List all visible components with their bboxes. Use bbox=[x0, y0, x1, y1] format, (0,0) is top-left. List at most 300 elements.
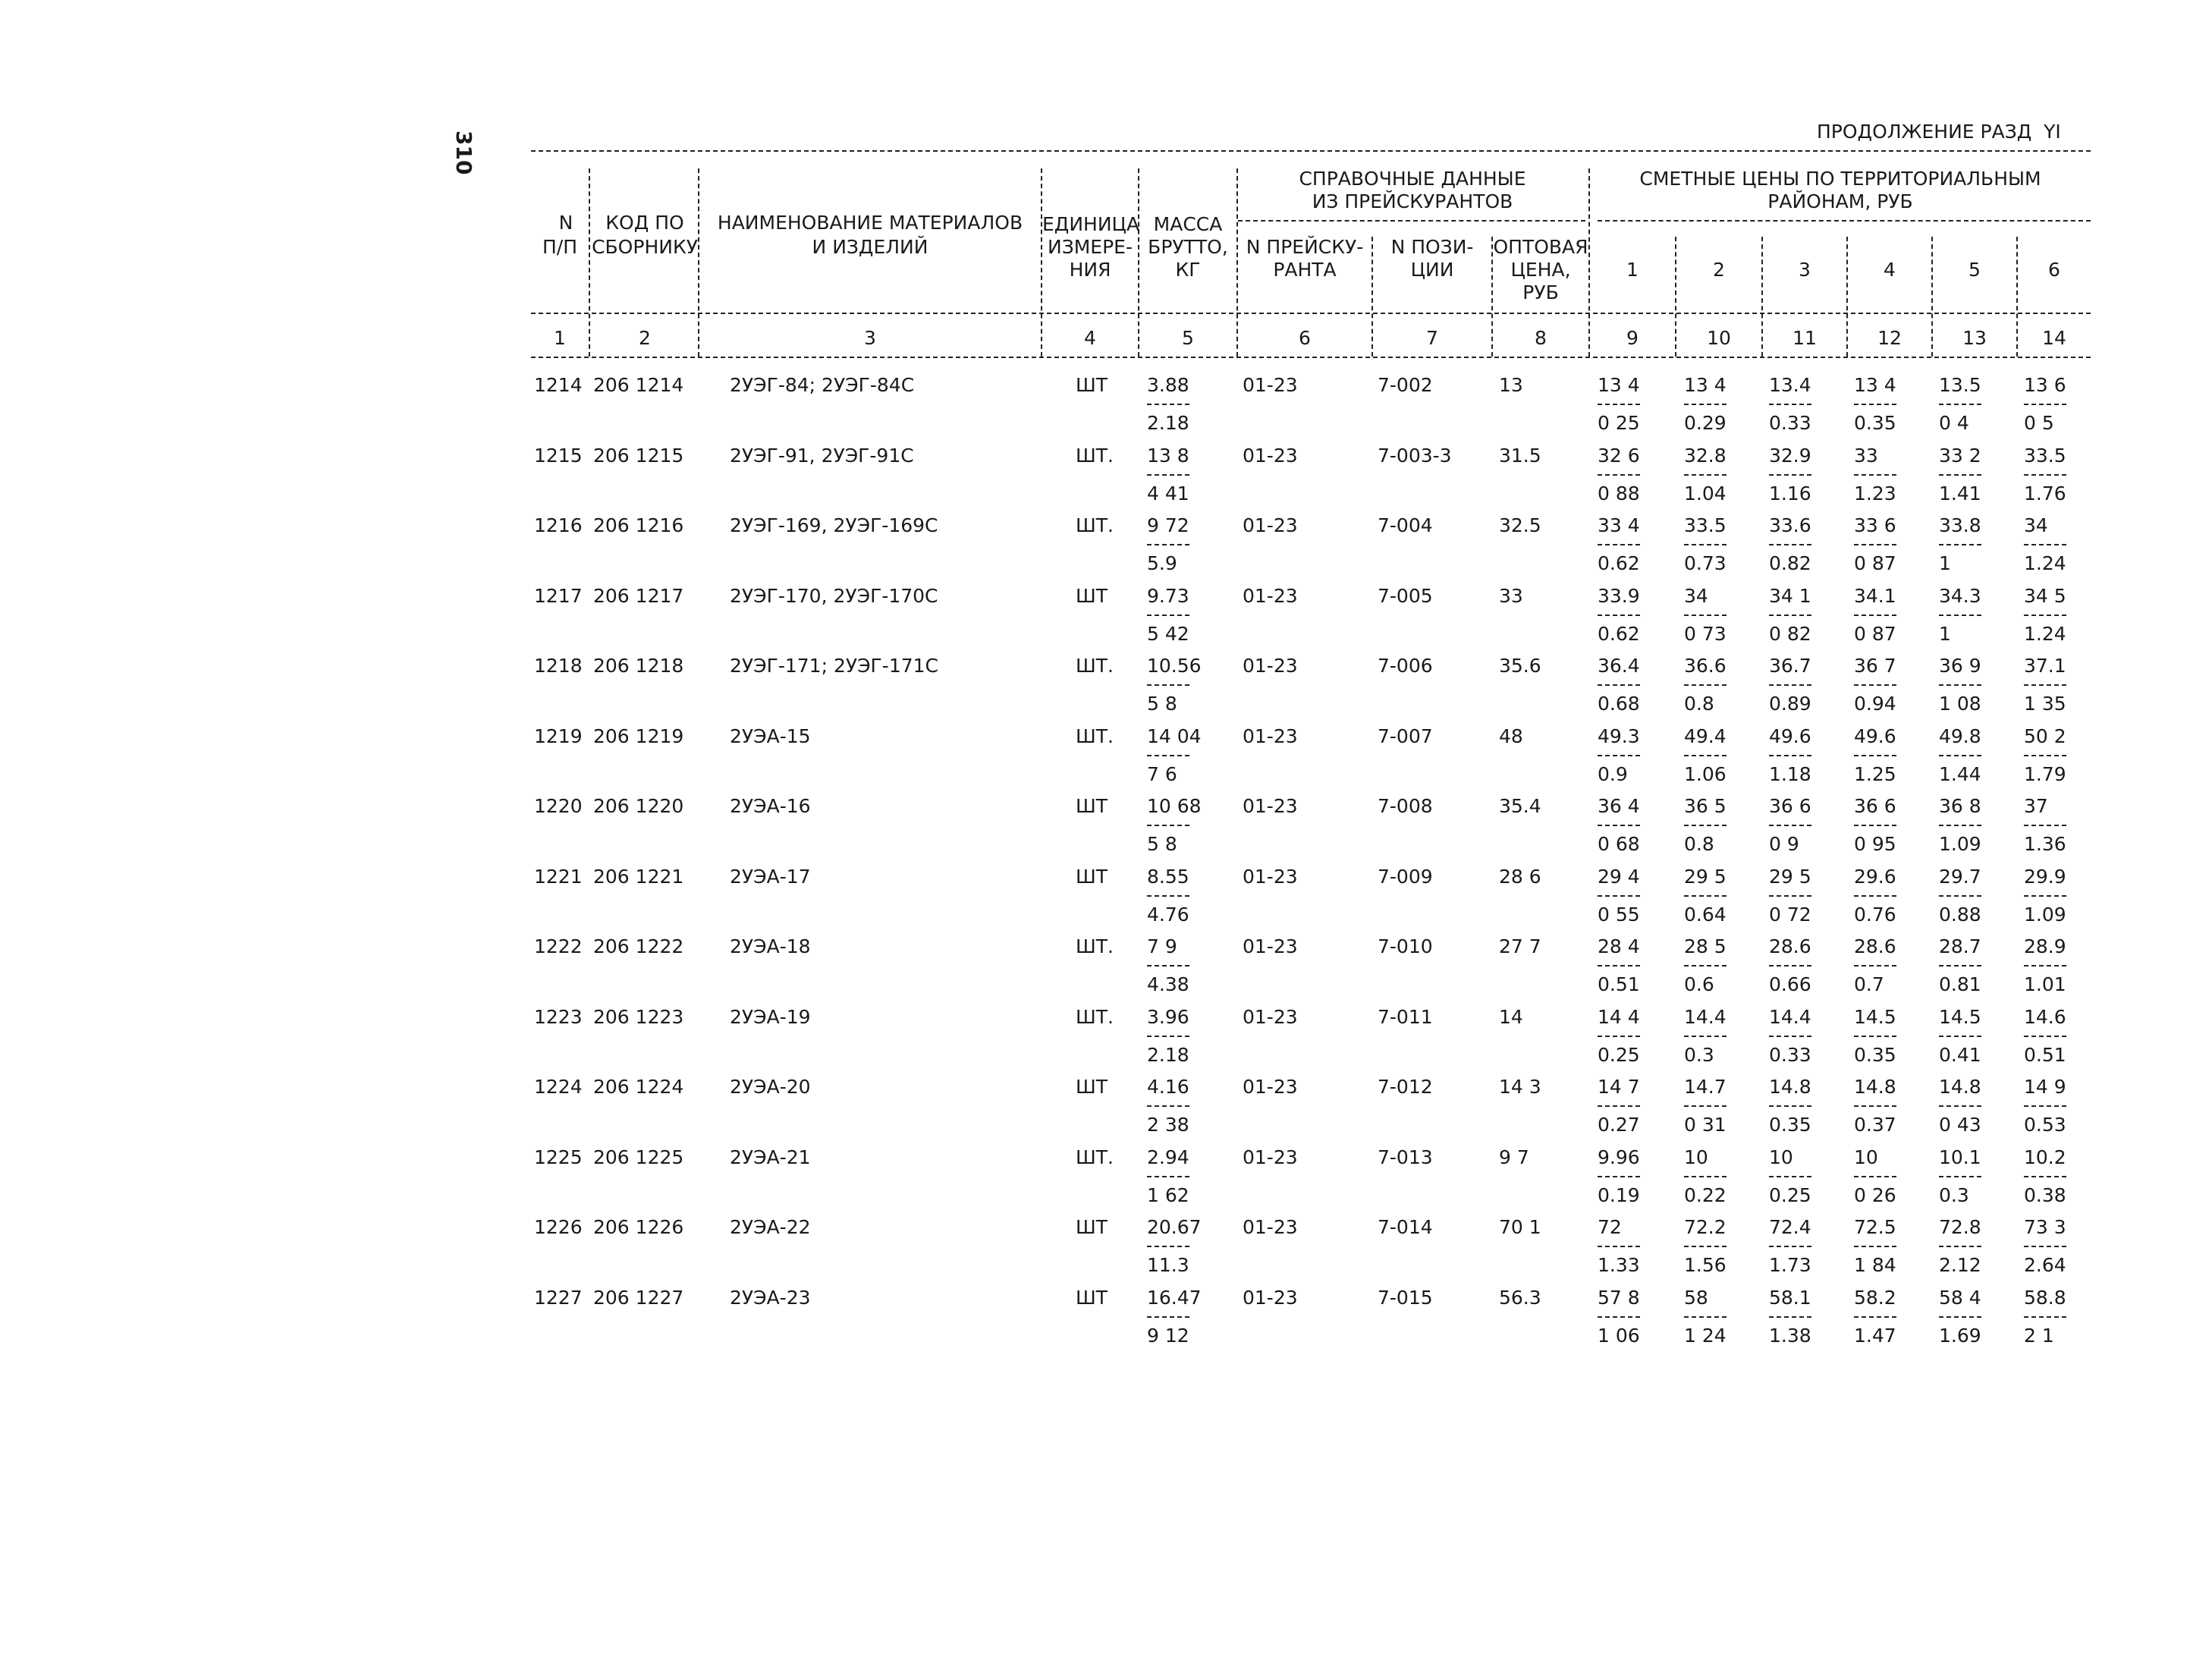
fraction-bar bbox=[1147, 684, 1189, 686]
row-region-4-bottom: 1.25 bbox=[1854, 763, 1896, 785]
col-num-6: 6 bbox=[1299, 327, 1311, 349]
fraction-bar bbox=[1854, 1036, 1896, 1037]
header-unit-1: ЕДИНИЦА bbox=[1042, 213, 1140, 235]
row-region-4-top: 33 6 bbox=[1854, 514, 1896, 536]
row-mass-bottom: 2 38 bbox=[1147, 1114, 1189, 1136]
row-region-1-top: 32 6 bbox=[1598, 445, 1640, 467]
row-pricelist: 01-23 bbox=[1243, 1216, 1298, 1238]
row-region-3-bottom: 0 82 bbox=[1769, 623, 1811, 645]
row-region-6-bottom: 1.09 bbox=[2024, 904, 2066, 926]
header-region-3: 3 bbox=[1799, 259, 1811, 281]
row-region-3-bottom: 0.35 bbox=[1769, 1114, 1811, 1136]
row-position: 7-015 bbox=[1378, 1287, 1433, 1309]
fraction-bar bbox=[1598, 755, 1640, 756]
fraction-bar bbox=[1147, 825, 1189, 826]
row-region-1-top: 9.96 bbox=[1598, 1146, 1640, 1168]
header-wholesale-2: ЦЕНА, bbox=[1510, 259, 1571, 281]
row-region-5-top: 36 9 bbox=[1939, 655, 1981, 677]
header-unit-3: НИЯ bbox=[1069, 259, 1111, 281]
fraction-bar bbox=[2024, 684, 2066, 686]
row-mass-top: 7 9 bbox=[1147, 935, 1177, 957]
row-region-3-top: 72.4 bbox=[1769, 1216, 1811, 1238]
row-name: 2УЭА-19 bbox=[730, 1006, 811, 1028]
fraction-bar bbox=[1147, 1316, 1189, 1318]
row-wholesale: 70 1 bbox=[1499, 1216, 1541, 1238]
row-region-5-bottom: 1.41 bbox=[1939, 482, 1981, 504]
row-number: 1222 bbox=[534, 935, 583, 957]
row-region-3-bottom: 1.16 bbox=[1769, 482, 1811, 504]
fraction-bar bbox=[1939, 1316, 1981, 1318]
row-region-4-top: 58.2 bbox=[1854, 1287, 1896, 1309]
row-region-5-top: 29.7 bbox=[1939, 866, 1981, 888]
header-npp-1: N bbox=[558, 212, 573, 234]
row-region-3-bottom: 0.89 bbox=[1769, 693, 1811, 715]
row-region-2-bottom: 0.8 bbox=[1684, 693, 1714, 715]
row-region-5-bottom: 1.44 bbox=[1939, 763, 1981, 785]
row-region-5-top: 28.7 bbox=[1939, 935, 1981, 957]
header-mass-3: КГ bbox=[1175, 259, 1201, 281]
row-region-6-top: 34 5 bbox=[2024, 585, 2066, 607]
fraction-bar bbox=[2024, 895, 2066, 897]
row-number: 1227 bbox=[534, 1287, 583, 1309]
fraction-bar bbox=[1939, 1105, 1981, 1107]
row-position: 7-012 bbox=[1378, 1076, 1433, 1098]
row-region-2-bottom: 1.06 bbox=[1684, 763, 1727, 785]
row-region-6-bottom: 1.79 bbox=[2024, 763, 2066, 785]
row-wholesale: 14 bbox=[1499, 1006, 1523, 1028]
row-region-4-top: 36 7 bbox=[1854, 655, 1896, 677]
row-code: 206 1220 bbox=[593, 795, 684, 817]
row-region-5-bottom: 0.81 bbox=[1939, 973, 1981, 995]
row-region-4-bottom: 1 84 bbox=[1854, 1254, 1896, 1276]
row-mass-bottom: 4 41 bbox=[1147, 482, 1189, 504]
header-position-1: N ПОЗИ- bbox=[1390, 236, 1474, 258]
row-region-3-bottom: 1.18 bbox=[1769, 763, 1811, 785]
row-unit: ШТ bbox=[1076, 585, 1108, 607]
col-num-9: 9 bbox=[1626, 327, 1639, 349]
row-mass-top: 16.47 bbox=[1147, 1287, 1202, 1309]
row-wholesale: 13 bbox=[1499, 374, 1523, 396]
row-pricelist: 01-23 bbox=[1243, 866, 1298, 888]
row-region-2-top: 14.7 bbox=[1684, 1076, 1727, 1098]
fraction-bar bbox=[2024, 1036, 2066, 1037]
row-region-1-bottom: 0.62 bbox=[1598, 552, 1640, 574]
row-number: 1223 bbox=[534, 1006, 583, 1028]
row-region-1-top: 72 bbox=[1598, 1216, 1622, 1238]
row-number: 1215 bbox=[534, 445, 583, 467]
fraction-bar bbox=[1769, 1105, 1811, 1107]
fraction-bar bbox=[1598, 544, 1640, 545]
row-code: 206 1223 bbox=[593, 1006, 684, 1028]
fraction-bar bbox=[2024, 544, 2066, 545]
row-mass-bottom: 9 12 bbox=[1147, 1325, 1189, 1347]
row-region-4-bottom: 1.47 bbox=[1854, 1325, 1896, 1347]
row-number: 1217 bbox=[534, 585, 583, 607]
row-position: 7-010 bbox=[1378, 935, 1433, 957]
header-name-2: И ИЗДЕЛИЙ bbox=[812, 236, 928, 258]
fraction-bar bbox=[1598, 404, 1640, 405]
row-mass-bottom: 4.76 bbox=[1147, 904, 1189, 926]
col-num-3: 3 bbox=[864, 327, 876, 349]
row-region-4-top: 13 4 bbox=[1854, 374, 1896, 396]
row-region-2-bottom: 1.04 bbox=[1684, 482, 1727, 504]
row-region-1-bottom: 0.25 bbox=[1598, 1044, 1640, 1066]
row-region-4-bottom: 0.76 bbox=[1854, 904, 1896, 926]
row-position: 7-014 bbox=[1378, 1216, 1433, 1238]
row-region-1-bottom: 1 06 bbox=[1598, 1325, 1640, 1347]
row-region-6-bottom: 1 35 bbox=[2024, 693, 2066, 715]
row-region-2-top: 14.4 bbox=[1684, 1006, 1727, 1028]
fraction-bar bbox=[1598, 614, 1640, 616]
row-region-3-top: 29 5 bbox=[1769, 866, 1811, 888]
fraction-bar bbox=[1684, 684, 1727, 686]
header-region-1: 1 bbox=[1626, 259, 1639, 281]
row-name: 2УЭА-23 bbox=[730, 1287, 811, 1309]
row-region-4-top: 49.6 bbox=[1854, 725, 1896, 747]
row-name: 2УЭА-17 bbox=[730, 866, 811, 888]
row-region-2-bottom: 0 73 bbox=[1684, 623, 1727, 645]
fraction-bar bbox=[1684, 474, 1727, 476]
fraction-bar bbox=[1939, 965, 1981, 967]
row-region-5-bottom: 1.09 bbox=[1939, 833, 1981, 855]
fraction-bar bbox=[1147, 755, 1189, 756]
fraction-bar bbox=[1684, 404, 1727, 405]
fraction-bar bbox=[1854, 825, 1896, 826]
row-mass-bottom: 2.18 bbox=[1147, 412, 1189, 434]
header-unit-2: ИЗМЕРЕ- bbox=[1048, 236, 1133, 258]
row-unit: ШТ bbox=[1076, 1216, 1108, 1238]
row-region-1-top: 49.3 bbox=[1598, 725, 1640, 747]
fraction-bar bbox=[1684, 544, 1727, 545]
row-unit: ШТ bbox=[1076, 374, 1108, 396]
row-mass-bottom: 5 8 bbox=[1147, 833, 1177, 855]
row-region-5-top: 14.8 bbox=[1939, 1076, 1981, 1098]
row-pricelist: 01-23 bbox=[1243, 514, 1298, 536]
row-code: 206 1219 bbox=[593, 725, 684, 747]
header-region-5: 5 bbox=[1968, 259, 1981, 281]
row-region-1-bottom: 0 68 bbox=[1598, 833, 1640, 855]
fraction-bar bbox=[2024, 1176, 2066, 1177]
fraction-bar bbox=[1684, 1176, 1727, 1177]
fraction-bar bbox=[1147, 1105, 1189, 1107]
row-mass-top: 3.96 bbox=[1147, 1006, 1189, 1028]
row-position: 7-005 bbox=[1378, 585, 1433, 607]
fraction-bar bbox=[1939, 1246, 1981, 1247]
fraction-bar bbox=[1684, 895, 1727, 897]
fraction-bar bbox=[2024, 474, 2066, 476]
row-region-4-top: 10 bbox=[1854, 1146, 1878, 1168]
row-mass-bottom: 7 6 bbox=[1147, 763, 1177, 785]
col-num-2: 2 bbox=[639, 327, 651, 349]
row-region-3-top: 10 bbox=[1769, 1146, 1793, 1168]
row-mass-top: 14 04 bbox=[1147, 725, 1202, 747]
row-region-2-top: 13 4 bbox=[1684, 374, 1727, 396]
row-region-1-bottom: 0 88 bbox=[1598, 482, 1640, 504]
row-region-2-top: 72.2 bbox=[1684, 1216, 1727, 1238]
page-number: 310 bbox=[451, 130, 476, 175]
row-region-5-bottom: 2.12 bbox=[1939, 1254, 1981, 1276]
row-region-6-bottom: 0.38 bbox=[2024, 1184, 2066, 1206]
row-code: 206 1218 bbox=[593, 655, 684, 677]
fraction-bar bbox=[1147, 1036, 1189, 1037]
row-region-3-bottom: 0.33 bbox=[1769, 1044, 1811, 1066]
fraction-bar bbox=[1684, 755, 1727, 756]
fraction-bar bbox=[1939, 895, 1981, 897]
col-num-7: 7 bbox=[1426, 327, 1438, 349]
row-unit: ШТ. bbox=[1076, 514, 1114, 536]
row-pricelist: 01-23 bbox=[1243, 585, 1298, 607]
fraction-bar bbox=[1684, 1036, 1727, 1037]
row-mass-top: 2.94 bbox=[1147, 1146, 1189, 1168]
row-region-5-top: 36 8 bbox=[1939, 795, 1981, 817]
row-region-5-top: 14.5 bbox=[1939, 1006, 1981, 1028]
row-region-6-top: 28.9 bbox=[2024, 935, 2066, 957]
row-position: 7-004 bbox=[1378, 514, 1433, 536]
row-region-3-bottom: 1.73 bbox=[1769, 1254, 1811, 1276]
row-region-1-bottom: 0.51 bbox=[1598, 973, 1640, 995]
fraction-bar bbox=[2024, 1316, 2066, 1318]
row-region-2-top: 36 5 bbox=[1684, 795, 1727, 817]
row-region-2-top: 58 bbox=[1684, 1287, 1708, 1309]
row-name: 2УЭГ-91, 2УЭГ-91С bbox=[730, 445, 914, 467]
vrule bbox=[589, 168, 590, 357]
row-region-3-top: 32.9 bbox=[1769, 445, 1811, 467]
row-region-3-top: 13.4 bbox=[1769, 374, 1811, 396]
row-position: 7-008 bbox=[1378, 795, 1433, 817]
fraction-bar bbox=[1598, 825, 1640, 826]
row-code: 206 1216 bbox=[593, 514, 684, 536]
row-mass-top: 9 72 bbox=[1147, 514, 1189, 536]
fraction-bar bbox=[1939, 474, 1981, 476]
header-pricelist-2: РАНТА bbox=[1273, 259, 1337, 281]
row-position: 7-013 bbox=[1378, 1146, 1433, 1168]
row-region-2-bottom: 0 31 bbox=[1684, 1114, 1727, 1136]
row-code: 206 1221 bbox=[593, 866, 684, 888]
row-name: 2УЭГ-84; 2УЭГ-84С bbox=[730, 374, 915, 396]
fraction-bar bbox=[1684, 965, 1727, 967]
fraction-bar bbox=[1769, 965, 1811, 967]
row-position: 7-011 bbox=[1378, 1006, 1433, 1028]
row-code: 206 1226 bbox=[593, 1216, 684, 1238]
row-region-6-bottom: 0 5 bbox=[2024, 412, 2054, 434]
fraction-bar bbox=[1854, 1176, 1896, 1177]
row-mass-bottom: 11.3 bbox=[1147, 1254, 1189, 1276]
row-region-6-bottom: 1.36 bbox=[2024, 833, 2066, 855]
row-region-2-bottom: 0.22 bbox=[1684, 1184, 1727, 1206]
fraction-bar bbox=[1854, 544, 1896, 545]
header-wholesale-3: РУБ bbox=[1522, 281, 1559, 303]
row-region-3-top: 49.6 bbox=[1769, 725, 1811, 747]
fraction-bar bbox=[1939, 404, 1981, 405]
row-region-2-top: 10 bbox=[1684, 1146, 1708, 1168]
row-region-3-top: 58.1 bbox=[1769, 1287, 1811, 1309]
header-pricelist-1: N ПРЕЙСКУ- bbox=[1246, 236, 1364, 258]
fraction-bar bbox=[1939, 1176, 1981, 1177]
row-region-4-top: 28.6 bbox=[1854, 935, 1896, 957]
row-region-5-bottom: 1 bbox=[1939, 623, 1951, 645]
col-num-4: 4 bbox=[1084, 327, 1096, 349]
row-region-2-bottom: 0.73 bbox=[1684, 552, 1727, 574]
header-region-6: 6 bbox=[2048, 259, 2060, 281]
row-mass-top: 8.55 bbox=[1147, 866, 1189, 888]
fraction-bar bbox=[2024, 1246, 2066, 1247]
row-region-3-bottom: 0 9 bbox=[1769, 833, 1799, 855]
col-num-1: 1 bbox=[554, 327, 566, 349]
fraction-bar bbox=[2024, 755, 2066, 756]
fraction-bar bbox=[1854, 755, 1896, 756]
row-region-6-top: 10.2 bbox=[2024, 1146, 2066, 1168]
row-region-6-bottom: 2.64 bbox=[2024, 1254, 2066, 1276]
row-region-5-top: 10.1 bbox=[1939, 1146, 1981, 1168]
row-region-1-top: 33.9 bbox=[1598, 585, 1640, 607]
header-mass-1: МАССА bbox=[1153, 213, 1223, 235]
row-region-1-top: 36 4 bbox=[1598, 795, 1640, 817]
row-code: 206 1214 bbox=[593, 374, 684, 396]
col-num-14: 14 bbox=[2042, 327, 2066, 349]
row-region-2-bottom: 1.56 bbox=[1684, 1254, 1727, 1276]
row-region-1-top: 33 4 bbox=[1598, 514, 1640, 536]
row-region-6-top: 37 bbox=[2024, 795, 2048, 817]
row-region-6-bottom: 0.53 bbox=[2024, 1114, 2066, 1136]
row-mass-top: 20.67 bbox=[1147, 1216, 1202, 1238]
row-region-3-bottom: 0.66 bbox=[1769, 973, 1811, 995]
header-bottom-rule bbox=[531, 357, 2091, 358]
row-mass-bottom: 1 62 bbox=[1147, 1184, 1189, 1206]
row-mass-top: 10.56 bbox=[1147, 655, 1202, 677]
row-region-5-top: 72.8 bbox=[1939, 1216, 1981, 1238]
header-regions-group-2: РАЙОНАМ, РУБ bbox=[1767, 190, 1913, 212]
ref-group-rule bbox=[1238, 220, 1585, 222]
row-region-1-top: 14 4 bbox=[1598, 1006, 1640, 1028]
row-region-3-bottom: 0.33 bbox=[1769, 412, 1811, 434]
row-region-3-top: 36 6 bbox=[1769, 795, 1811, 817]
fraction-bar bbox=[1598, 965, 1640, 967]
header-mid-rule bbox=[531, 313, 2091, 314]
row-unit: ШТ bbox=[1076, 1287, 1108, 1309]
row-region-6-top: 73 3 bbox=[2024, 1216, 2066, 1238]
row-mass-top: 13 8 bbox=[1147, 445, 1189, 467]
row-region-5-bottom: 1 bbox=[1939, 552, 1951, 574]
row-region-4-bottom: 0.37 bbox=[1854, 1114, 1896, 1136]
row-unit: ШТ. bbox=[1076, 1006, 1114, 1028]
fraction-bar bbox=[1598, 1036, 1640, 1037]
row-region-4-bottom: 0.7 bbox=[1854, 973, 1884, 995]
row-region-1-top: 36.4 bbox=[1598, 655, 1640, 677]
row-region-6-bottom: 1.24 bbox=[2024, 552, 2066, 574]
row-region-1-top: 13 4 bbox=[1598, 374, 1640, 396]
header-name-1: НАИМЕНОВАНИЕ МАТЕРИАЛОВ bbox=[717, 212, 1023, 234]
header-kod-1: КОД ПО bbox=[605, 212, 684, 234]
fraction-bar bbox=[1684, 1105, 1727, 1107]
fraction-bar bbox=[1769, 614, 1811, 616]
row-mass-bottom: 2.18 bbox=[1147, 1044, 1189, 1066]
row-region-5-top: 58 4 bbox=[1939, 1287, 1981, 1309]
fraction-bar bbox=[1147, 474, 1189, 476]
fraction-bar bbox=[1939, 614, 1981, 616]
continuation-label: ПРОДОЛЖЕНИЕ РАЗД YI bbox=[1817, 121, 2061, 143]
row-region-5-bottom: 0 43 bbox=[1939, 1114, 1981, 1136]
row-region-1-bottom: 0.62 bbox=[1598, 623, 1640, 645]
fraction-bar bbox=[1769, 1246, 1811, 1247]
row-pricelist: 01-23 bbox=[1243, 655, 1298, 677]
fraction-bar bbox=[1598, 1176, 1640, 1177]
row-region-2-bottom: 0.8 bbox=[1684, 833, 1714, 855]
row-region-3-bottom: 0 72 bbox=[1769, 904, 1811, 926]
row-code: 206 1215 bbox=[593, 445, 684, 467]
row-name: 2УЭА-16 bbox=[730, 795, 811, 817]
row-number: 1220 bbox=[534, 795, 583, 817]
fraction-bar bbox=[1769, 755, 1811, 756]
header-ref-group-2: ИЗ ПРЕЙСКУРАНТОВ bbox=[1312, 190, 1513, 212]
row-pricelist: 01-23 bbox=[1243, 795, 1298, 817]
fraction-bar bbox=[1684, 825, 1727, 826]
row-region-1-bottom: 0.68 bbox=[1598, 693, 1640, 715]
row-region-6-top: 29.9 bbox=[2024, 866, 2066, 888]
row-region-1-top: 57 8 bbox=[1598, 1287, 1640, 1309]
row-region-1-bottom: 0.19 bbox=[1598, 1184, 1640, 1206]
row-region-1-bottom: 0.9 bbox=[1598, 763, 1628, 785]
row-region-6-top: 14 9 bbox=[2024, 1076, 2066, 1098]
row-region-4-bottom: 0.35 bbox=[1854, 412, 1896, 434]
row-region-1-bottom: 0.27 bbox=[1598, 1114, 1640, 1136]
fraction-bar bbox=[1769, 895, 1811, 897]
col-num-10: 10 bbox=[1707, 327, 1731, 349]
fraction-bar bbox=[1147, 965, 1189, 967]
row-region-2-bottom: 0.3 bbox=[1684, 1044, 1714, 1066]
col-num-11: 11 bbox=[1793, 327, 1817, 349]
row-region-6-top: 37.1 bbox=[2024, 655, 2066, 677]
row-region-1-bottom: 0 25 bbox=[1598, 412, 1640, 434]
row-unit: ШТ bbox=[1076, 795, 1108, 817]
header-region-2: 2 bbox=[1713, 259, 1725, 281]
fraction-bar bbox=[1598, 1105, 1640, 1107]
fraction-bar bbox=[1598, 474, 1640, 476]
header-region-4: 4 bbox=[1884, 259, 1896, 281]
fraction-bar bbox=[1769, 404, 1811, 405]
row-region-3-top: 33.6 bbox=[1769, 514, 1811, 536]
row-pricelist: 01-23 bbox=[1243, 445, 1298, 467]
row-name: 2УЭГ-170, 2УЭГ-170С bbox=[730, 585, 938, 607]
row-position: 7-003-3 bbox=[1378, 445, 1452, 467]
fraction-bar bbox=[1854, 895, 1896, 897]
fraction-bar bbox=[1684, 1316, 1727, 1318]
fraction-bar bbox=[1769, 825, 1811, 826]
fraction-bar bbox=[1854, 404, 1896, 405]
row-mass-top: 9.73 bbox=[1147, 585, 1189, 607]
row-mass-bottom: 5 42 bbox=[1147, 623, 1189, 645]
row-name: 2УЭГ-171; 2УЭГ-171С bbox=[730, 655, 938, 677]
row-unit: ШТ. bbox=[1076, 725, 1114, 747]
header-npp-2: П/П bbox=[542, 236, 578, 258]
fraction-bar bbox=[1147, 404, 1189, 405]
row-region-2-top: 28 5 bbox=[1684, 935, 1727, 957]
row-wholesale: 35.4 bbox=[1499, 795, 1541, 817]
row-region-6-top: 33.5 bbox=[2024, 445, 2066, 467]
fraction-bar bbox=[1854, 965, 1896, 967]
row-code: 206 1224 bbox=[593, 1076, 684, 1098]
fraction-bar bbox=[1769, 474, 1811, 476]
fraction-bar bbox=[1769, 684, 1811, 686]
row-region-4-bottom: 0.35 bbox=[1854, 1044, 1896, 1066]
row-unit: ШТ bbox=[1076, 866, 1108, 888]
row-region-2-top: 49.4 bbox=[1684, 725, 1727, 747]
row-unit: ШТ. bbox=[1076, 445, 1114, 467]
row-unit: ШТ. bbox=[1076, 1146, 1114, 1168]
row-name: 2УЭА-18 bbox=[730, 935, 811, 957]
fraction-bar bbox=[1598, 1246, 1640, 1247]
row-region-3-top: 36.7 bbox=[1769, 655, 1811, 677]
row-pricelist: 01-23 bbox=[1243, 1287, 1298, 1309]
